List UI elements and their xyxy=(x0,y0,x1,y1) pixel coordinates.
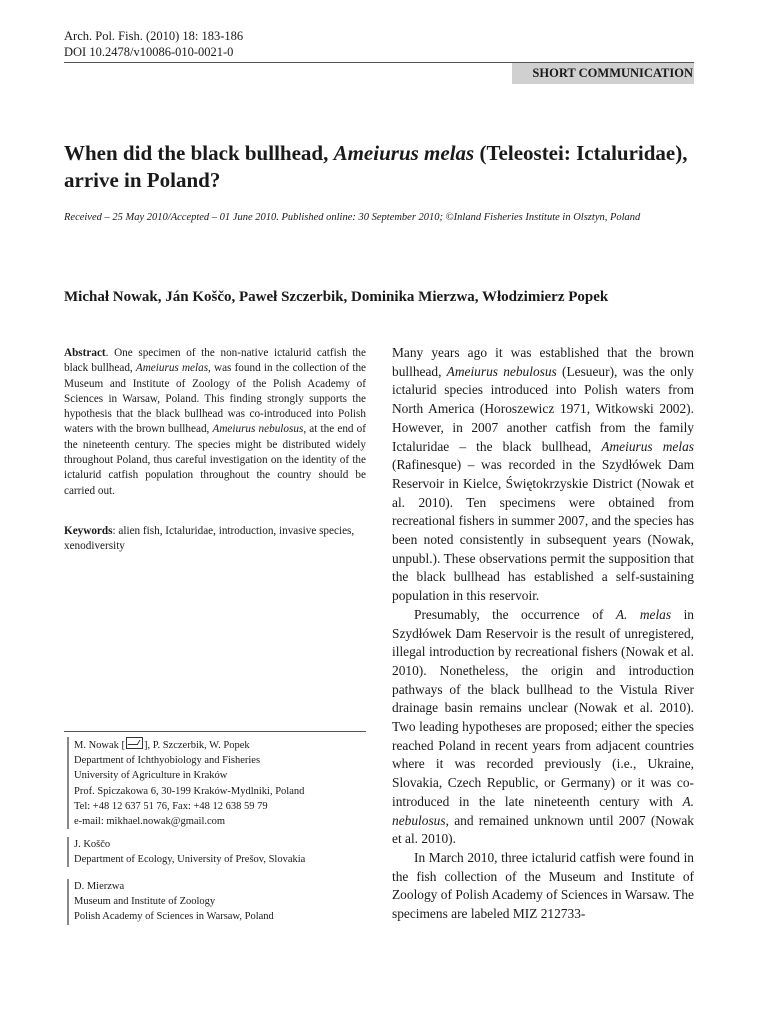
affiliation-authors: M. Nowak [ ], P. Szczerbik, W. Popek xyxy=(74,737,304,753)
affiliation-email: e-mail: mikhael.nowak@gmail.com xyxy=(74,816,226,828)
affiliation-rule xyxy=(64,731,366,732)
body-paragraph-1: Many years ago it was established that the brown bullhead, Ameiurus nebulosus (Lesueur), was the only ictalurid species introduced into Polish waters from North America (Horoszewicz 1971, Witkowski 2002). However, in 2007 another catfish from the family Ictaluridae – the black bullhead, Ameiurus melas (Rafinesque) – was recorded in the Szydłówek Dam Reservoir in Kielce, Świętokrzyskie District (Nowak et al. 2010). Ten specimens were obtained from recreational fishers in summer 2007, and the species has been noted consistently in subsequent years (Nowak, unpubl.). These observations permit the supposition that the black bullhead has established a self-sustaining population in this reservoir. xyxy=(392,345,694,604)
title-species-name: Ameiurus melas xyxy=(333,141,475,165)
body-text xyxy=(392,344,694,924)
author-list: Michał Nowak, Ján Koščo, Paweł Szczerbik, Dominika Mierzwa, Włodzimierz Popek xyxy=(64,289,609,305)
article-type-badge: SHORT COMMUNICATION xyxy=(512,63,694,84)
journal-citation: Arch. Pol. Fish. (2010) 18: 183-186 xyxy=(64,29,244,43)
received-dates: Received – 25 May 2010/Accepted – 01 June 2010. Published online: 30 September 2010; ©Inland Fisheries Institute in Olsztyn, Poland xyxy=(64,212,641,223)
envelope-icon xyxy=(126,737,143,749)
body-paragraph-3: In March 2010, three ictalurid catfish were found in the fish collection of the Museum and Institute of Zoology of Polish Academy of Sciences in Warsaw. The specimens are labeled MIZ 212733- xyxy=(392,849,694,922)
body-paragraph-2: Presumably, the occurrence of A. melas in Szydłówek Dam Reservoir is the result of unregistered, illegal introduction by recreational fishers (Nowak et al. 2010). Nonetheless, the origin and introduction pathways of the black bullhead to the Vistula River drainage basin remains unclear (Nowak et al. 2010). Two leading hypotheses are proposed; either the species reached Poland in recent years from adjacent countries where it was recorded previously (i.e., Ukraine, Slovakia, Czech Republic, or Germany) or it was co-introduced in the late nineteenth century with A. nebulosus, and remained unknown until 2007 (Nowak et al. 2010). xyxy=(392,606,694,847)
keywords-label: Keywords xyxy=(64,525,113,537)
abstract: Abstract. One specimen of the non-native ictalurid catfish the black bullhead, Ameiurus melas, was found in the collection of the Museum and Institute of Zoology of the Polish Academy of Sciences in Warsaw, Poland. This finding strongly supports the hypothesis that the black bullhead was co-introduced into Polish waters with the brown bullhead, Ameiurus nebulosus, at the end of the nineteenth century. The species might be distributed widely throughout Poland, thus careful investigation on the identity of the ictalurid catfish population throughout the country should be carried out. xyxy=(64,347,367,497)
affiliation-block-2: J. Koščo Department of Ecology, University of Prešov, Slovakia xyxy=(67,837,305,867)
abstract-label: Abstract xyxy=(64,347,106,359)
keywords: Keywords: alien fish, Ictaluridae, introduction, invasive species, xenodiversity xyxy=(64,525,355,553)
journal-header xyxy=(64,28,243,60)
article-title: When did the black bullhead, Ameiurus melas (Teleostei: Ictaluridae), arrive in Poland? xyxy=(64,141,688,192)
journal-doi: DOI 10.2478/v10086-010-0021-0 xyxy=(64,45,234,59)
affiliation-block-1: M. Nowak [ ], P. Szczerbik, W. Popek Department of Ichthyobiology and Fisheries University of Agriculture in Kraków Prof. Spiczakowa 6, 30-199 Kraków-Mydlniki, Poland Tel: +48 12 637 51 76, Fax: +48 12 638 59 79 e-mail: mikhael.nowak@gmail.com xyxy=(67,737,304,829)
affiliation-block-3: D. Mierzwa Museum and Institute of Zoology Polish Academy of Sciences in Warsaw, Poland xyxy=(67,879,274,925)
